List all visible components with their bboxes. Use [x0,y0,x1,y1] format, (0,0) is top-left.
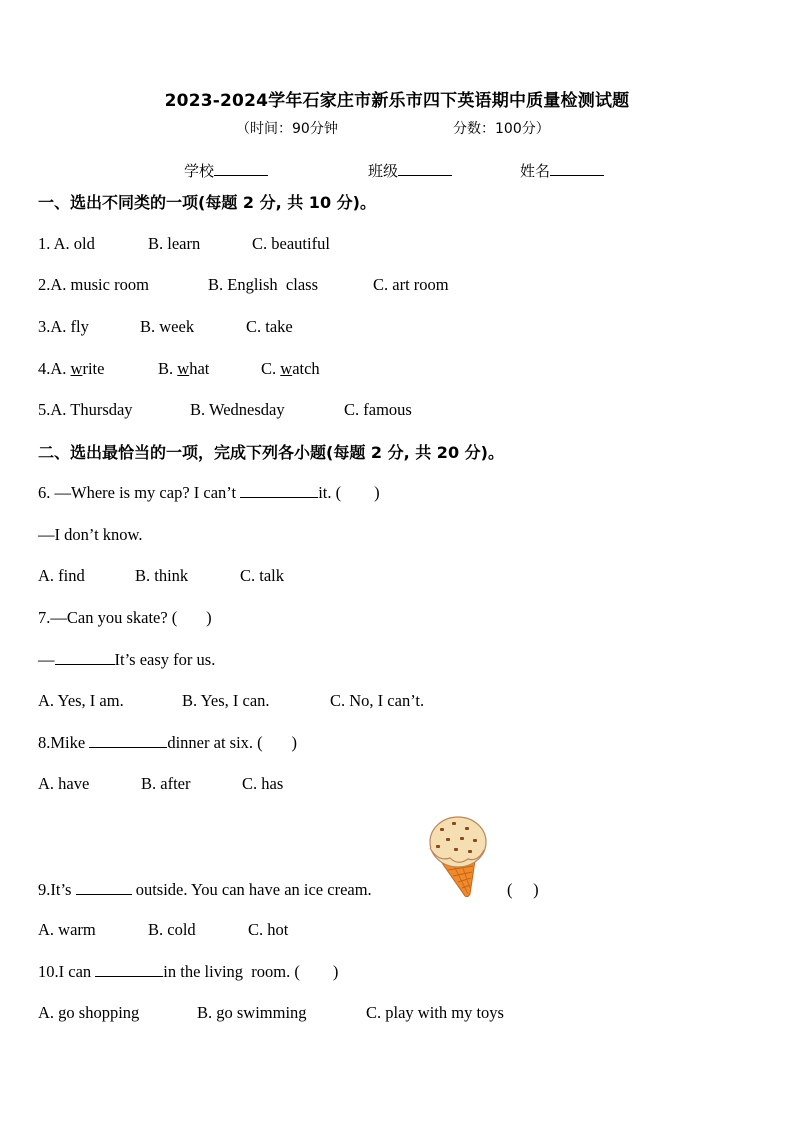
q6-option-a: A. find [38,566,85,585]
exam-time: （时间：90分钟 [236,121,338,137]
underlined-letter: w [280,359,293,378]
q5-option-c: C. famous [344,400,412,419]
section1-heading: 一、选出不同类的一项(每题 2 分, 共 10 分)。 [38,193,376,212]
q6-blank[interactable] [240,483,318,498]
q9-option-b: B. cold [148,920,196,939]
school-field [184,160,268,181]
q5-option-b: B. Wednesday [190,400,285,419]
name-label: 姓名 [520,162,551,180]
q1-option-b: B. learn [148,234,201,253]
q8-option-a: A. have [38,774,90,793]
q7-option-a: A. Yes, I am. [38,691,124,710]
q10-option-a: A. go shopping [38,1003,140,1022]
school-blank[interactable] [214,161,268,176]
q3-option-c: C. take [246,317,293,336]
q8-blank[interactable] [89,733,167,748]
exam-score: 分数：100分） [453,121,550,137]
q8-stem: 8.Mike dinner at six. ( ) [38,733,298,752]
q7-option-b: B. Yes, I can. [182,691,270,710]
page-title: 2023-2024学年石家庄市新乐市四下英语期中质量检测试题 [164,91,630,111]
underlined-letter: w [177,359,190,378]
class-label: 班级 [368,162,399,180]
q7-reply: — It’s easy for us. [38,650,216,669]
q1-option-a: 1. A. old [38,234,95,253]
q2-option-c: C. art room [373,275,449,294]
q6-option-c: C. talk [240,566,284,585]
ice-cream-icon [418,810,488,898]
q9-option-a: A. warm [38,920,96,939]
q7-blank[interactable] [55,650,115,665]
q9-answer-paren: ( ) [507,880,539,899]
q8-option-b: B. after [141,774,191,793]
q9-stem: 9.It’s outside. You can have an ice cream. [38,880,372,899]
school-label: 学校 [184,162,215,180]
class-field [368,160,452,181]
q6-option-b: B. think [135,566,189,585]
q3-option-a: 3.A. fly [38,317,89,336]
q6-reply: —I don’t know. [38,525,143,544]
q10-option-b: B. go swimming [197,1003,307,1022]
q2-option-b: B. English class [208,275,318,294]
q9-option-c: C. hot [248,920,289,939]
q4-option-c: C. watch [261,359,320,378]
name-field [520,160,604,181]
section2-heading: 二、选出最恰当的一项，完成下列各小题(每题 2 分, 共 20 分)。 [38,443,504,462]
name-blank[interactable] [550,161,604,176]
class-blank[interactable] [398,161,452,176]
q8-option-c: C. has [242,774,284,793]
q2-option-a: 2.A. music room [38,275,149,294]
q5-option-a: 5.A. Thursday [38,400,133,419]
q7-stem: 7.—Can you skate? ( ) [38,608,212,627]
underlined-letter: w [70,359,83,378]
q9-blank[interactable] [76,880,132,895]
q10-blank[interactable] [95,962,163,977]
q3-option-b: B. week [140,317,195,336]
q10-stem: 10.I can in the living room. ( ) [38,962,339,981]
q4-option-b: B. what [158,359,210,378]
q4-option-a: 4.A. write [38,359,105,378]
q1-option-c: C. beautiful [252,234,330,253]
q6-stem: 6. —Where is my cap? I can’t it. ( ) [38,483,380,502]
q10-option-c: C. play with my toys [366,1003,504,1022]
q7-option-c: C. No, I can’t. [330,691,425,710]
